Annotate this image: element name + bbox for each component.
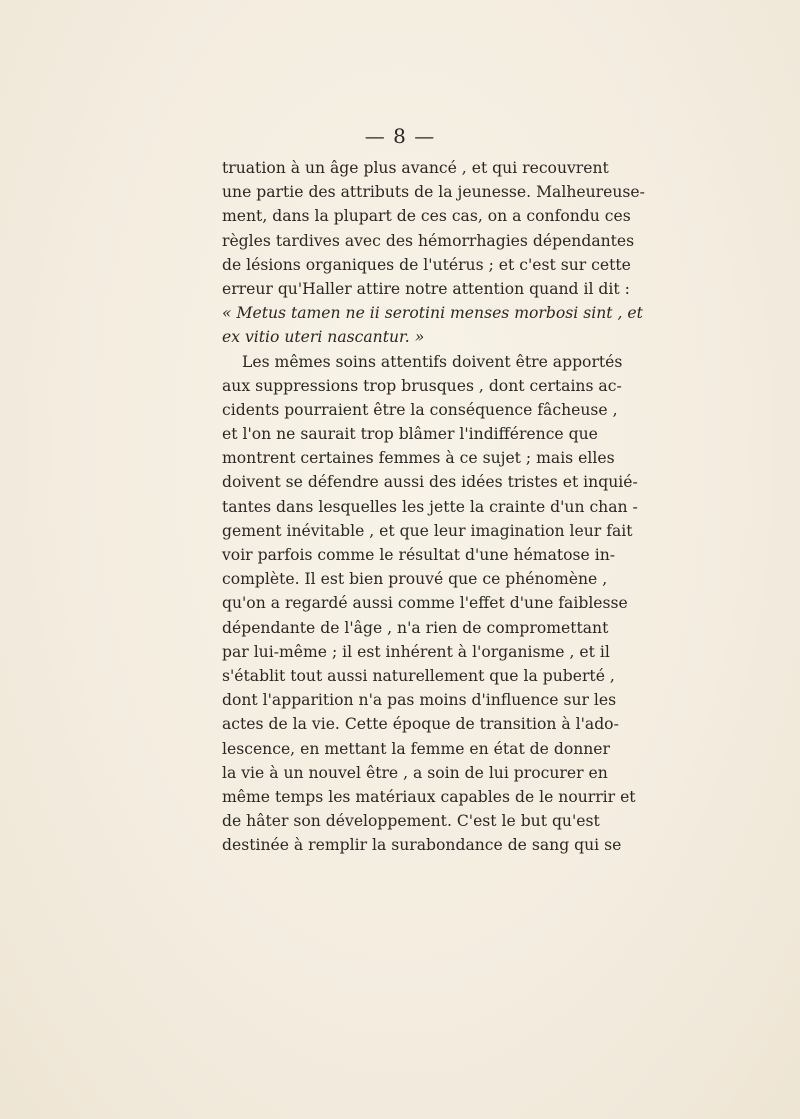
text-line: aux suppressions trop brusques , dont certains ac- xyxy=(222,376,622,395)
text-line: complète. Il est bien prouvé que ce phénomène , xyxy=(222,570,608,589)
text-line: « Metus tamen ne ii serotini menses morbosi sint , et xyxy=(222,304,643,323)
text-line: voir parfois comme le résultat d'une hématose in- xyxy=(222,546,616,564)
text-line: de hâter son développement. C'est le but qu'est xyxy=(222,812,600,831)
text-line: Les mêmes soins attentifs doivent être apportés xyxy=(242,352,623,371)
text-line: cidents pourraient être la conséquence fâcheuse , xyxy=(222,400,618,419)
text-line: destinée à remplir la surabondance de sang qui se xyxy=(222,836,622,855)
text-line: par lui-même ; il est inhérent à l'organisme , et il xyxy=(222,642,610,661)
text-line: montrent certaines femmes à ce sujet ; mais elles xyxy=(222,449,615,468)
text-line: ex vitio uteri nascantur. » xyxy=(222,328,425,347)
text-line: erreur qu'Haller attire notre attention quand il dit : xyxy=(222,279,630,298)
body-text xyxy=(222,156,645,857)
text-line: dépendante de l'âge , n'a rien de compromettant xyxy=(222,618,609,637)
text-line: règles tardives avec des hémorrhagies dépendantes xyxy=(222,231,635,250)
text-line: doivent se défendre aussi des idées tristes et inquié- xyxy=(222,473,638,492)
page-number: — 8 — xyxy=(364,124,436,148)
text-line: et l'on ne saurait trop blâmer l'indifférence que xyxy=(222,425,598,444)
text-line: tantes dans lesquelles les jette la crainte d'un chan - xyxy=(222,497,638,516)
text-line: de lésions organiques de l'utérus ; et c'est sur cette xyxy=(222,255,631,274)
text-line: lescence, en mettant la femme en état de donner xyxy=(222,739,610,758)
text-line: truation à un âge plus avancé , et qui recouvrent xyxy=(222,159,609,177)
text-line: qu'on a regardé aussi comme l'effet d'une faiblesse xyxy=(222,594,628,613)
text-line: la vie à un nouvel être , a soin de lui procurer en xyxy=(222,763,608,782)
text-line: dont l'apparition n'a pas moins d'influence sur les xyxy=(222,691,617,710)
text-line: s'établit tout aussi naturellement que la puberté , xyxy=(222,666,615,685)
text-line: actes de la vie. Cette époque de transition à l'ado- xyxy=(222,715,619,734)
text-line: ment, dans la plupart de ces cas, on a confondu ces xyxy=(222,207,631,226)
text-line: même temps les matériaux capables de le nourrir et xyxy=(222,787,636,806)
text-line: une partie des attributs de la jeunesse. Malheureuse- xyxy=(222,183,645,202)
text-line: gement inévitable , et que leur imagination leur fait xyxy=(222,521,633,540)
